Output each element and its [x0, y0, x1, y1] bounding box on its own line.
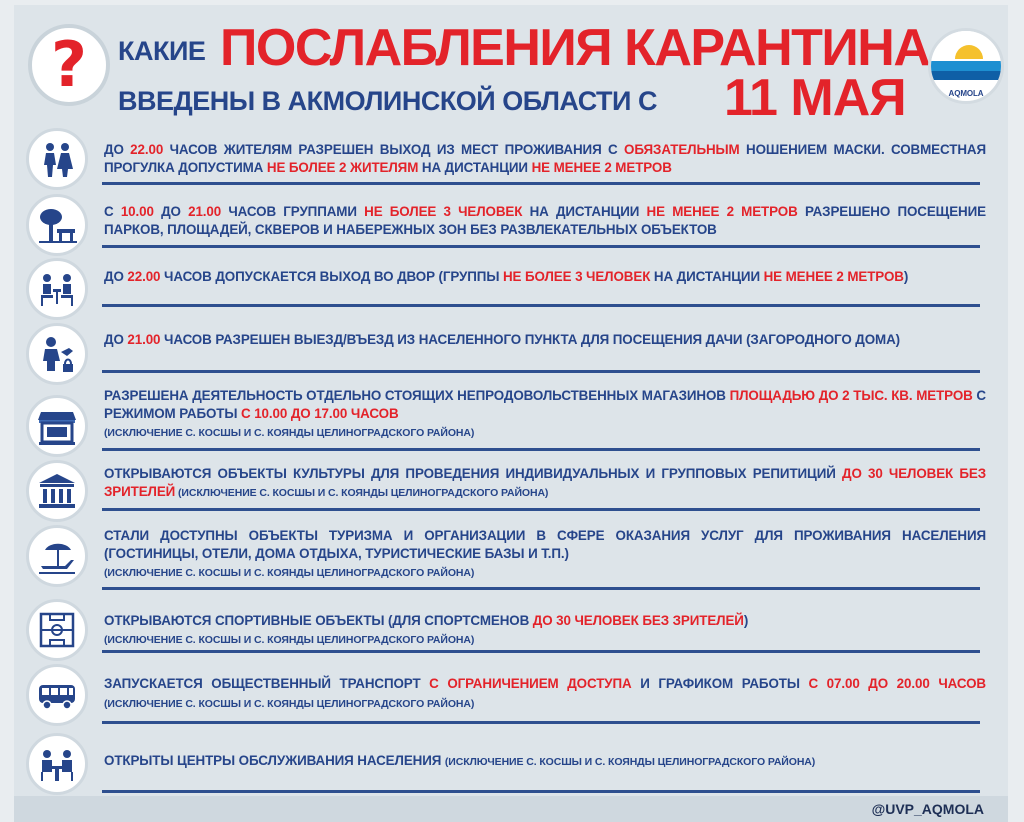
- highlight-text: НЕ БОЛЕЕ 2 ЖИТЕЛЯМ: [266, 160, 419, 175]
- highlight-text: 21.00: [188, 204, 222, 219]
- row-divider: [102, 721, 980, 724]
- highlight-text: 10.00: [120, 204, 154, 219]
- rule-text-segment: И ГРАФИКОМ РАБОТЫ: [631, 676, 809, 691]
- highlight-text: 22.00: [130, 142, 164, 157]
- rule-text-segment: НА ДИСТАНЦИИ: [522, 204, 647, 219]
- rule-text-segment: РАЗРЕШЕНА ДЕЯТЕЛЬНОСТЬ ОТДЕЛЬНО СТОЯЩИХ НЕПРОДОВОЛЬСТВЕННЫХ МАГАЗИНОВ: [104, 388, 730, 403]
- row-divider: [102, 182, 980, 185]
- rule-text-segment: ЧАСОВ ЖИТЕЛЯМ РАЗРЕШЕН ВЫХОД ИЗ МЕСТ ПРОЖИВАНИЯ С: [163, 142, 625, 157]
- highlight-text: НЕ МЕНЕЕ 2 МЕТРОВ: [763, 269, 904, 284]
- park-bench-icon: [26, 194, 88, 256]
- people-walking-icon: [26, 128, 88, 190]
- question-mark-badge: [28, 24, 110, 106]
- rule-text: [104, 612, 986, 649]
- highlight-text: НЕ МЕНЕЕ 2 МЕТРОВ: [531, 160, 672, 175]
- rule-text: [104, 141, 986, 177]
- row-divider: [102, 245, 980, 248]
- rule-text-segment: НА ДИСТАНЦИИ: [650, 269, 764, 284]
- highlight-text: ДО 30 ЧЕЛОВЕК БЕЗ ЗРИТЕЛЕЙ: [532, 613, 744, 628]
- page-title: ПОСЛАБЛЕНИЯ КАРАНТИНА: [220, 19, 930, 77]
- rule-text-segment: НОШЕНИЕМ МАСКИ. СОВМЕСТНАЯ ПРОГУЛКА ДОПУСТИМА: [104, 142, 986, 175]
- rule-text-segment: ДО: [153, 204, 189, 219]
- rule-text-segment: ЧАСОВ РАЗРЕШЕН ВЫЕЗД/ВЪЕЗД ИЗ НАСЕЛЕННОГО ПУНКТА ДЛЯ ПОСЕЩЕНИЯ ДАЧИ (ЗАГОРОДНОГО ДОМА): [160, 332, 901, 347]
- rule-text-segment: ЧАСОВ ГРУППАМИ: [221, 204, 365, 219]
- row-divider: [102, 650, 980, 653]
- highlight-text: 22.00: [127, 269, 161, 284]
- rule-text-segment: (ИСКЛЮЧЕНИЕ С. КОСШЫ И С. КОЯНДЫ ЦЕЛИНОГРАДСКОГО РАЙОНА): [444, 756, 816, 768]
- row-divider: [102, 508, 980, 511]
- highlight-text: НЕ МЕНЕЕ 2 МЕТРОВ: [646, 204, 798, 219]
- row-divider: [102, 448, 980, 451]
- rule-text-segment: С РЕЖИМОМ РАБОТЫ: [104, 388, 986, 421]
- rule-text-segment: ЗАПУСКАЕТСЯ ОБЩЕСТВЕННЫЙ ТРАНСПОРТ: [104, 676, 430, 691]
- row-divider: [102, 304, 980, 307]
- highlight-text: С 07.00 ДО 20.00 ЧАСОВ: [808, 676, 986, 691]
- highlight-text: 21.00: [127, 332, 161, 347]
- row-divider: [102, 370, 980, 373]
- rule-text: [104, 203, 986, 239]
- rule-text-segment: ОТКРЫВАЮТСЯ ОБЪЕКТЫ КУЛЬТУРЫ ДЛЯ ПРОВЕДЕНИЯ ИНДИВИДУАЛЬНЫХ И ГРУППОВЫХ РЕПИТИЦИЙ: [104, 466, 842, 481]
- beach-umbrella-icon: [26, 525, 88, 587]
- highlight-text: ПЛОЩАДЬЮ ДО 2 ТЫС. КВ. МЕТРОВ: [729, 388, 973, 403]
- highlight-text: ОБЯЗАТЕЛЬНЫМ: [624, 142, 740, 157]
- sports-field-icon: [26, 599, 88, 661]
- rule-text-segment: (ИСКЛЮЧЕНИЕ С. КОСШЫ И С. КОЯНДЫ ЦЕЛИНОГРАДСКОГО РАЙОНА): [104, 698, 475, 710]
- rule-text-segment: РАЗРЕШЕНО ПОСЕЩЕНИЕ ПАРКОВ, ПЛОЩАДЕЙ, СКВЕРОВ И НАБЕРЕЖНЫХ ЗОН БЕЗ РАЗВЛЕКАТЕЛЬНЫХ ОБЪЕКТОВ: [104, 204, 986, 237]
- rule-text-segment: ДО: [104, 142, 131, 157]
- rule-text-segment: С: [104, 204, 121, 219]
- rule-text-segment: ОТКРЫТЫ ЦЕНТРЫ ОБСЛУЖИВАНИЯ НАСЕЛЕНИЯ: [104, 753, 445, 768]
- rule-text-segment: (ИСКЛЮЧЕНИЕ С. КОСШЫ И С. КОЯНДЫ ЦЕЛИНОГРАДСКОГО РАЙОНА): [175, 487, 549, 499]
- service-center-icon: [26, 733, 88, 795]
- title-prefix: КАКИЕ: [118, 36, 206, 66]
- rule-text-segment: (ИСКЛЮЧЕНИЕ С. КОСШЫ И С. КОЯНДЫ ЦЕЛИНОГРАДСКОГО РАЙОНА): [104, 634, 475, 646]
- highlight-text: С 10.00 ДО 17.00 ЧАСОВ: [241, 406, 399, 421]
- rule-text: [104, 268, 986, 286]
- rule-text: [104, 465, 986, 502]
- bus-icon: [26, 664, 88, 726]
- rule-text-segment: ДО: [104, 269, 128, 284]
- question-mark: ?: [51, 28, 87, 101]
- rule-text-segment: (ИСКЛЮЧЕНИЕ С. КОСШЫ И С. КОЯНДЫ ЦЕЛИНОГРАДСКОГО РАЙОНА): [104, 567, 475, 579]
- rule-text: [104, 752, 986, 771]
- title-subline: ВВЕДЕНЫ В АКМОЛИНСКОЙ ОБЛАСТИ С: [118, 86, 657, 116]
- rule-text-segment: ДО: [104, 332, 128, 347]
- rule-text-segment: ОТКРЫВАЮТСЯ СПОРТИВНЫЕ ОБЪЕКТЫ (ДЛЯ СПОРТСМЕНОВ: [104, 613, 533, 628]
- rule-text-segment: (ИСКЛЮЧЕНИЕ С. КОСШЫ И С. КОЯНДЫ ЦЕЛИНОГРАДСКОГО РАЙОНА): [104, 427, 475, 439]
- gardener-icon: [26, 323, 88, 385]
- rule-text-segment: ): [743, 613, 749, 628]
- logo-text: AQMOLA: [948, 89, 984, 98]
- highlight-text: ДО 30 ЧЕЛОВЕК БЕЗ ЗРИТЕЛЕЙ: [104, 466, 986, 499]
- rule-text: [104, 527, 986, 582]
- yard-seating-icon: [26, 258, 88, 320]
- rule-text-segment: НА ДИСТАНЦИИ: [418, 160, 532, 175]
- highlight-text: НЕ БОЛЕЕ 3 ЧЕЛОВЕК: [502, 269, 651, 284]
- rule-text: [104, 387, 986, 442]
- rule-text: [104, 331, 986, 349]
- highlight-text: НЕ БОЛЕЕ 3 ЧЕЛОВЕК: [364, 204, 523, 219]
- rule-text-segment: ЧАСОВ ДОПУСКАЕТСЯ ВЫХОД ВО ДВОР (ГРУППЫ: [160, 269, 503, 284]
- row-divider: [102, 587, 980, 590]
- row-divider: [102, 790, 980, 793]
- highlight-text: С ОГРАНИЧЕНИЕМ ДОСТУПА: [429, 676, 632, 691]
- footer-bar: [14, 796, 1008, 822]
- rule-text: [104, 675, 986, 713]
- museum-icon: [26, 460, 88, 522]
- rule-text-segment: СТАЛИ ДОСТУПНЫ ОБЪЕКТЫ ТУРИЗМА И ОРГАНИЗАЦИИ В СФЕРЕ ОКАЗАНИЯ УСЛУГ ДЛЯ ПРОЖИВАНИЯ НАСЕЛЕНИЯ (ГОСТИНИЦЫ, ОТЕЛИ, ДОМА ОТДЫХА, ТУРИСТИЧЕСКИЕ БАЗЫ И Т.П.): [104, 528, 986, 561]
- aqmola-logo: [928, 28, 1004, 104]
- title-date: 11 МАЯ: [724, 69, 906, 127]
- rule-text-segment: ): [903, 269, 909, 284]
- social-handle: @UVP_AQMOLA: [871, 801, 984, 817]
- shop-icon: [26, 395, 88, 457]
